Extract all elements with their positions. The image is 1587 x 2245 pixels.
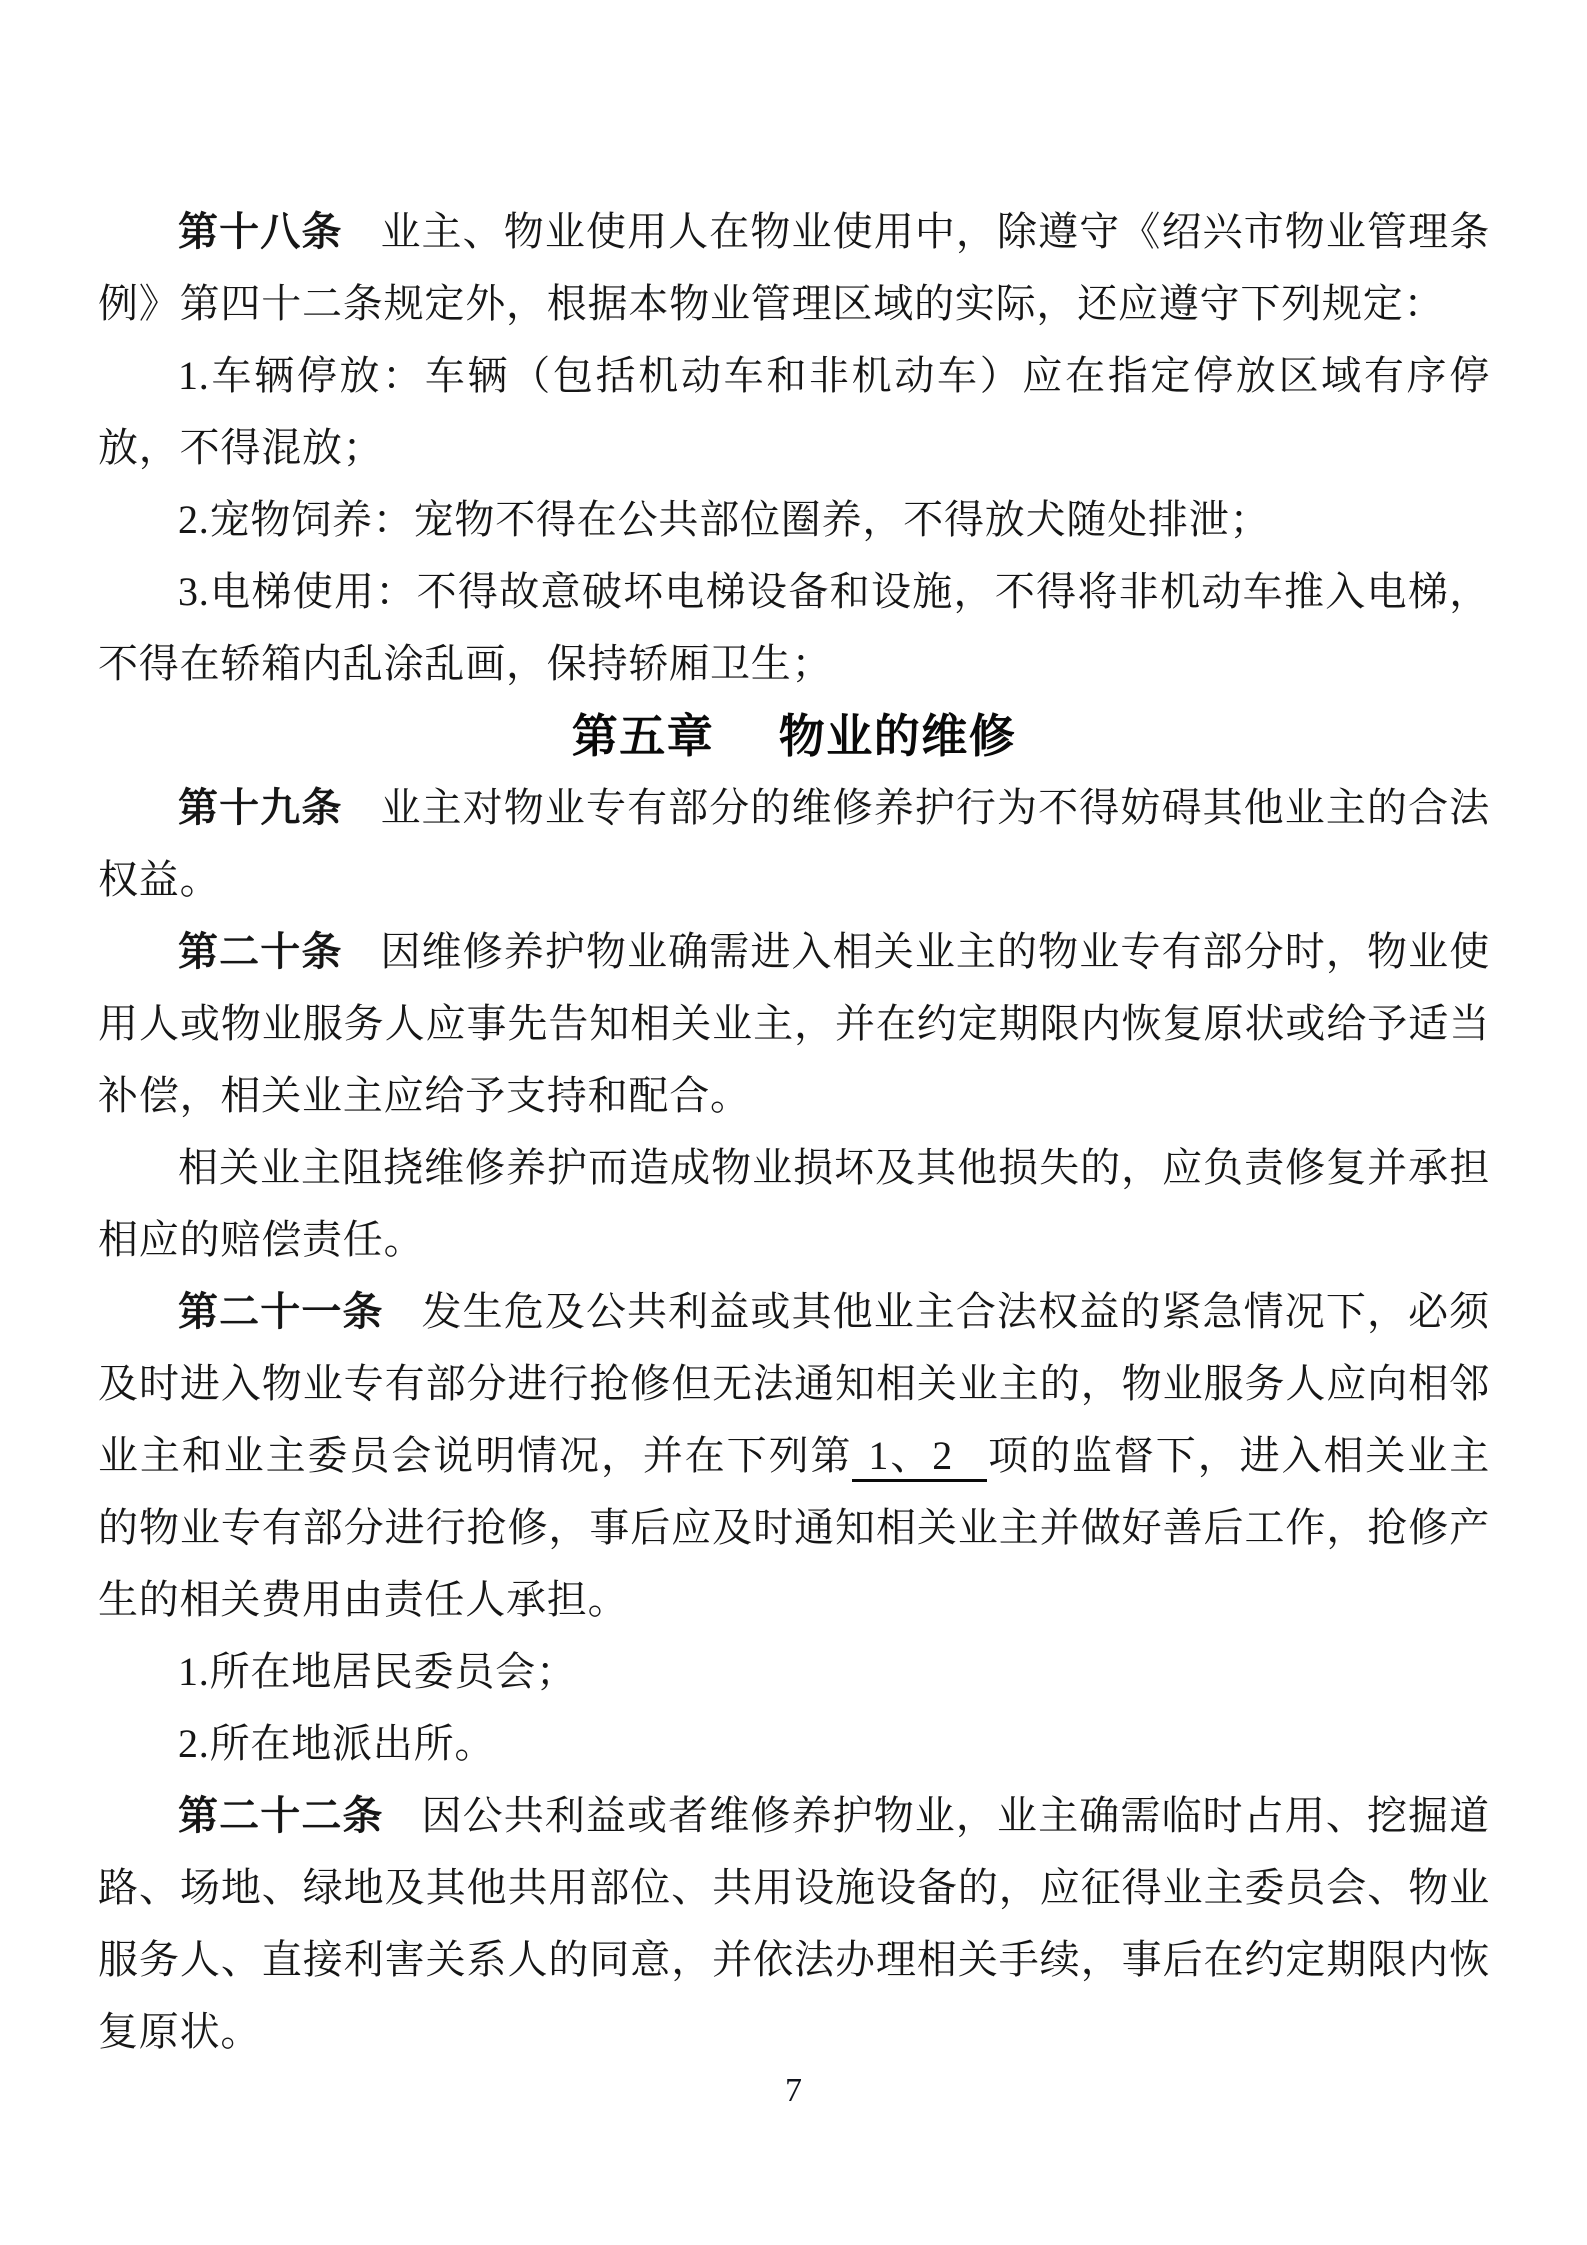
article-paragraph <box>98 1276 1490 1636</box>
paragraph-text: 发生危及公共利益或其他业主合法权益的紧急情况下，必须及时进入物业专有部分进行抢修但无法通知相关业主的，物业服务人应向相邻业主和业主委员会说明情况，并在下列第 <box>98 1289 1490 1478</box>
body-paragraph <box>98 1132 1490 1276</box>
list-item-paragraph <box>98 1636 1490 1708</box>
chapter-title: 物业的维修 <box>778 710 1017 762</box>
paragraph-text: 1.所在地居民委员会； <box>178 1649 577 1694</box>
paragraph-text: 因维修养护物业确需进入相关业主的物业专有部分时，物业使用人或物业服务人应事先告知相关业主，并在约定期限内恢复原状或给予适当补偿，相关业主应给予支持和配合。 <box>98 929 1490 1118</box>
article-number: 第十九条 <box>178 785 343 830</box>
paragraph-text: 业主、物业使用人在物业使用中，除遵守《绍兴市物业管理条例》第四十二条规定外，根据本物业管理区域的实际，还应遵守下列规定： <box>98 209 1490 326</box>
paragraph-text: 因公共利益或者维修养护物业，业主确需临时占用、挖掘道路、场地、绿地及其他共用部位、共用设施设备的，应征得业主委员会、物业服务人、直接利害关系人的同意，并依法办理相关手续，事后在约定期限内恢复原状。 <box>98 1793 1490 2054</box>
chapter-heading <box>98 700 1490 772</box>
paragraph-text: 业主对物业专有部分的维修养护行为不得妨碍其他业主的合法权益。 <box>98 785 1490 902</box>
article-paragraph <box>98 916 1490 1132</box>
chapter-number: 第五章 <box>571 710 715 762</box>
article-paragraph <box>98 196 1490 340</box>
list-item-paragraph <box>98 484 1490 556</box>
list-item-paragraph <box>98 1708 1490 1780</box>
article-number: 第十八条 <box>178 209 343 254</box>
page-number: 7 <box>785 2072 802 2109</box>
list-item-paragraph <box>98 556 1490 700</box>
document-content <box>98 196 1490 2068</box>
article-paragraph <box>98 772 1490 916</box>
paragraph-text: 2.所在地派出所。 <box>178 1721 496 1766</box>
paragraph-text: 2.宠物饲养：宠物不得在公共部位圈养，不得放犬随处排泄； <box>178 497 1271 542</box>
paragraph-text: 相关业主阻挠维修养护而造成物业损坏及其他损失的，应负责修复并承担相应的赔偿责任。 <box>98 1145 1490 1262</box>
article-number: 第二十条 <box>178 929 343 974</box>
article-number: 第二十二条 <box>178 1793 384 1838</box>
paragraph-text: 1.车辆停放：车辆（包括机动车和非机动车）应在指定停放区域有序停放，不得混放； <box>98 353 1490 470</box>
paragraph-text: 项的监督下，进入相关业主的物业专有部分进行抢修，事后应及时通知相关业主并做好善后工作，抢修产生的相关费用由责任人承担。 <box>98 1433 1490 1622</box>
article-number: 第二十一条 <box>178 1289 384 1334</box>
paragraph-text: 3.电梯使用：不得故意破坏电梯设备和设施，不得将非机动车推入电梯，不得在轿箱内乱涂乱画，保持轿厢卫生； <box>98 569 1490 686</box>
list-item-paragraph <box>98 340 1490 484</box>
article-paragraph <box>98 1780 1490 2068</box>
underlined-fill-value: 1、2 <box>852 1433 987 1482</box>
